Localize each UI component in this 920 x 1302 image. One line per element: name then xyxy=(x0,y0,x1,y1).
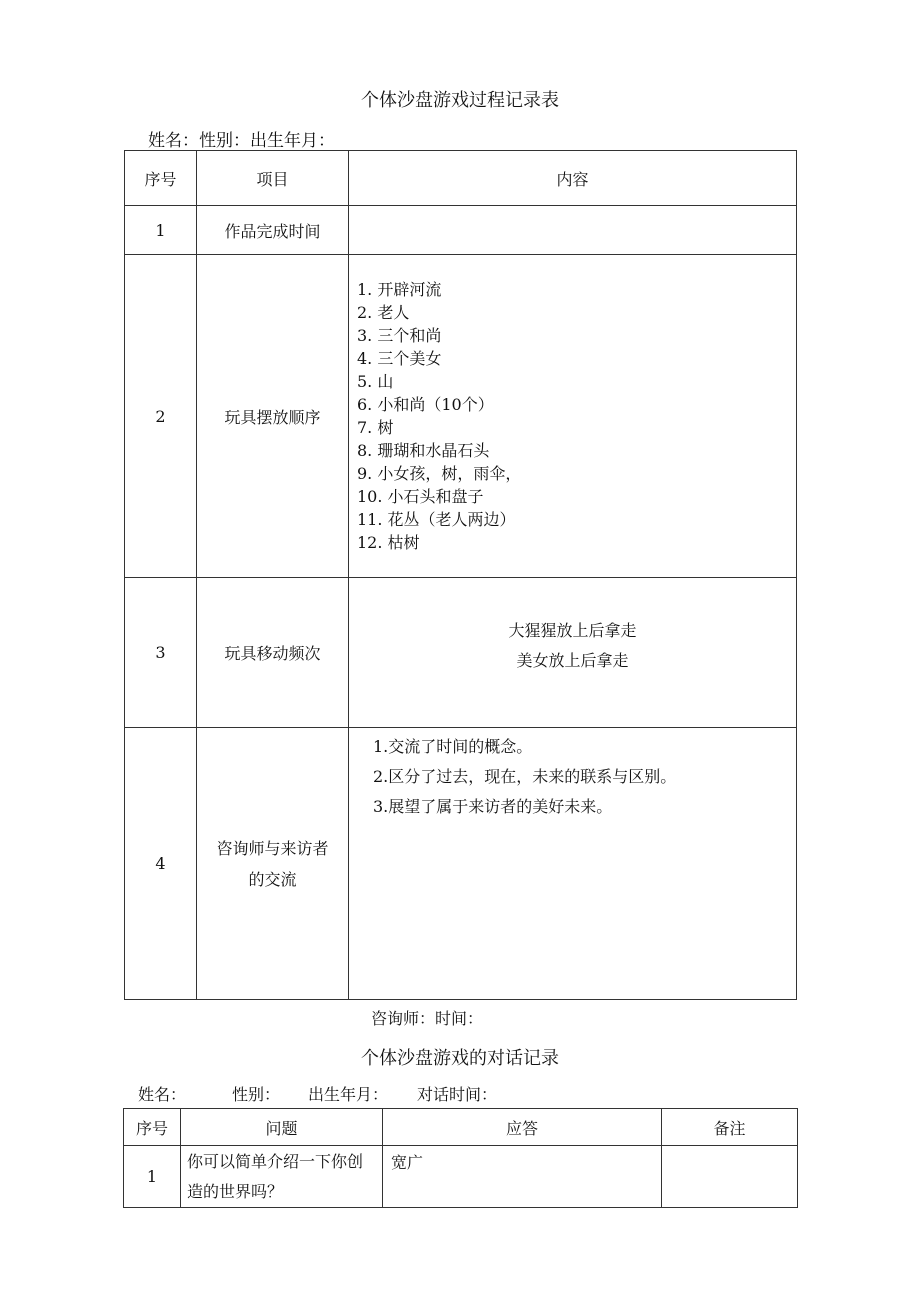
table-header-row xyxy=(125,151,797,206)
header-note: 备注 xyxy=(662,1109,798,1146)
list-item: 3. 三个和尚 xyxy=(357,326,442,345)
row-no: 2 xyxy=(125,255,197,578)
table1-title: 个体沙盘游戏过程记录表 xyxy=(361,90,559,111)
table-row xyxy=(125,728,797,1000)
content-line: 3.展望了属于来访者的美好未来。 xyxy=(373,797,613,816)
header-answer: 应答 xyxy=(383,1109,662,1146)
content-line: 2.区分了过去，现在，未来的联系与区别。 xyxy=(373,767,677,786)
info-birth: 出生年月： xyxy=(308,1085,389,1104)
table-row xyxy=(125,255,797,578)
table-row xyxy=(125,578,797,728)
header-content: 内容 xyxy=(349,151,797,206)
list-item: 1. 开辟河流 xyxy=(357,280,442,299)
info-name: 姓名： xyxy=(138,1085,187,1104)
list-item: 6. 小和尚（10个） xyxy=(357,395,494,414)
content-line: 大猩猩放上后拿走 xyxy=(508,620,637,640)
list-item: 4. 三个美女 xyxy=(357,349,442,368)
table-header-row xyxy=(124,1109,798,1146)
row-content xyxy=(349,255,797,578)
list-item: 12. 枯树 xyxy=(357,533,420,552)
info-gender: 性别： xyxy=(232,1085,281,1104)
header-question: 问题 xyxy=(181,1109,383,1146)
row-content xyxy=(349,728,797,1000)
info-time: 对话时间： xyxy=(417,1085,498,1104)
row-item: 玩具移动频次 xyxy=(197,578,349,728)
row-answer: 宽广 xyxy=(383,1146,662,1208)
row-item: 作品完成时间 xyxy=(197,206,349,255)
list-item: 10. 小石头和盘子 xyxy=(357,487,484,506)
header-item: 项目 xyxy=(197,151,349,206)
list-item: 8. 珊瑚和水晶石头 xyxy=(357,441,490,460)
content-line: 1.交流了时间的概念。 xyxy=(373,737,533,756)
process-record-table xyxy=(124,150,797,1000)
row-no: 1 xyxy=(125,206,197,255)
row-no: 3 xyxy=(125,578,197,728)
row-content xyxy=(349,578,797,728)
table-row xyxy=(124,1146,798,1208)
row-item: 咨询师与来访者的交流 xyxy=(197,728,349,1000)
list-item: 11. 花丛（老人两边） xyxy=(357,510,516,529)
list-item: 9. 小女孩，树，雨伞， xyxy=(357,464,522,483)
content-line: 美女放上后拿走 xyxy=(516,650,629,670)
header-no: 序号 xyxy=(124,1109,181,1146)
list-item: 5. 山 xyxy=(357,372,394,391)
dialogue-record-table xyxy=(123,1108,798,1208)
row-no: 1 xyxy=(124,1146,181,1208)
row-item: 玩具摆放顺序 xyxy=(197,255,349,578)
header-no: 序号 xyxy=(125,151,197,206)
row-question: 你可以简单介绍一下你创造的世界吗？ xyxy=(181,1146,383,1208)
list-item: 2. 老人 xyxy=(357,303,410,322)
row-no: 4 xyxy=(125,728,197,1000)
table-row xyxy=(125,206,797,255)
row-note[interactable] xyxy=(662,1146,798,1208)
table2-title: 个体沙盘游戏的对话记录 xyxy=(361,1048,559,1069)
table1-info: 姓名：性别：出生年月： xyxy=(148,131,335,151)
row-content[interactable] xyxy=(349,206,797,255)
list-item: 7. 树 xyxy=(357,418,394,437)
table1-footer: 咨询师：时间： xyxy=(371,1009,484,1028)
